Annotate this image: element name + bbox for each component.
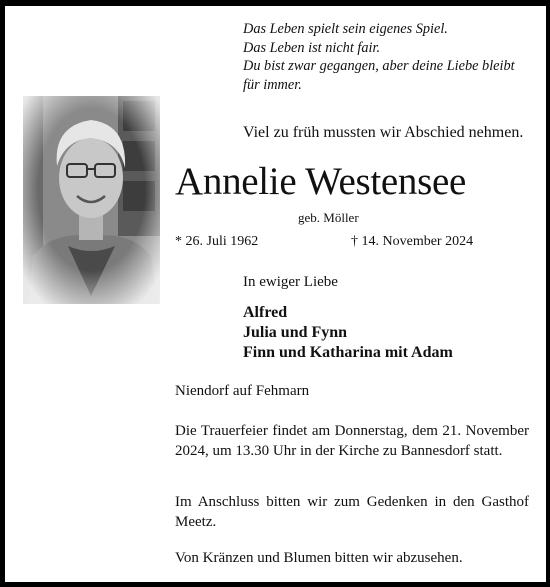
funeral-info: Die Trauerfeier findet am Donnerstag, dem 21. November 2024, um 13.30 Uhr in der Kirche zu Bannesdorf statt.: [175, 423, 529, 459]
poem-line: Das Leben ist nicht fair.: [243, 39, 381, 56]
eternal-love-line: In ewiger Liebe: [243, 274, 338, 290]
family-member: Alfred: [243, 304, 288, 321]
deceased-name: Annelie Westensee: [175, 160, 467, 203]
place-name: Niendorf auf Fehmarn: [175, 383, 310, 399]
poem-line: für immer.: [243, 76, 302, 93]
death-date: † 14. November 2024: [351, 234, 474, 249]
family-member: Finn und Katharina mit Adam: [243, 344, 453, 361]
maiden-name: geb. Möller: [298, 210, 359, 225]
family-member: Julia und Fynn: [243, 324, 348, 341]
poem-line: Du bist zwar gegangen, aber deine Liebe bleibt: [243, 58, 515, 74]
family-list: [243, 303, 453, 363]
birth-date: * 26. Juli 1962: [175, 234, 259, 249]
poem-line: Das Leben spielt sein eigenes Spiel.: [243, 21, 448, 37]
flowers-note: Von Kränzen und Blumen bitten wir abzusehen.: [175, 550, 463, 566]
poem: [243, 20, 533, 94]
gathering-info: Im Anschluss bitten wir zum Gedenken in den Gasthof Meetz.: [175, 494, 529, 530]
portrait-photo: [23, 96, 160, 304]
farewell-line: Viel zu früh mussten wir Abschied nehmen.: [243, 124, 524, 141]
